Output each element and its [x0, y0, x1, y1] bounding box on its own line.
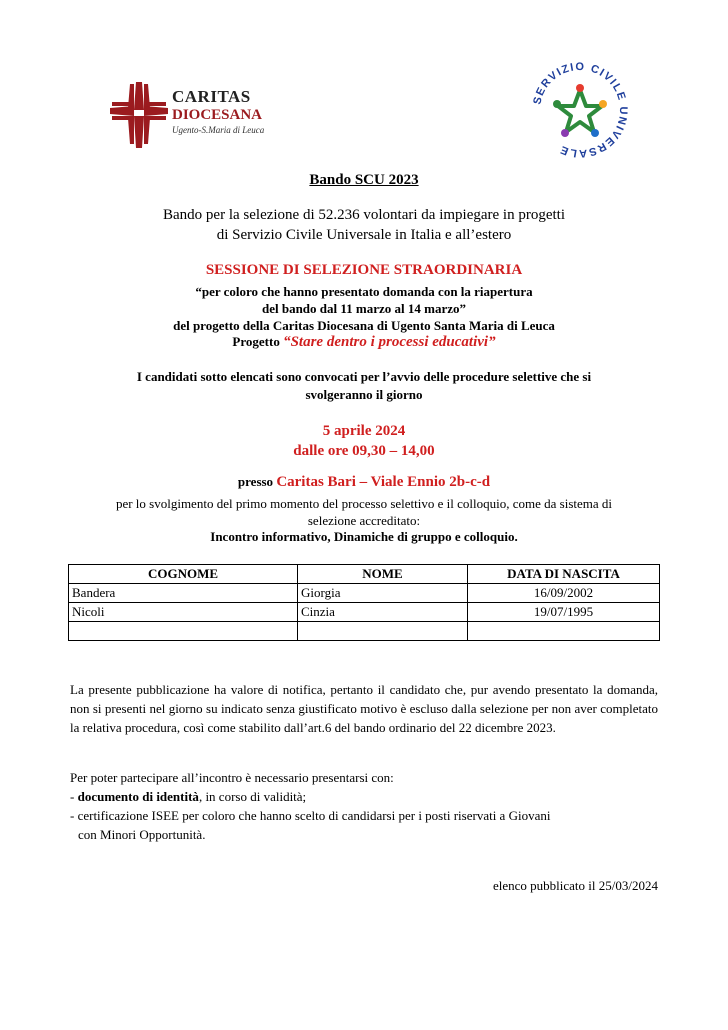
cell-cognome: Nicoli: [69, 603, 298, 622]
intro-line: Bando per la selezione di 52.236 volontari da impiegare in progetti: [163, 207, 565, 223]
cell-data-nascita: 19/07/1995: [468, 603, 660, 622]
activities-line: Incontro informativo, Dinamiche di gruppo e colloquio.: [210, 529, 518, 544]
session-line: del bando dal 11 marzo al 14 marzo”: [261, 301, 467, 316]
caritas-logo: [108, 80, 278, 152]
publication-date: elenco pubblicato il 25/03/2024: [493, 878, 658, 893]
cell-cognome: [69, 622, 298, 641]
cell-data-nascita: 16/09/2002: [468, 584, 660, 603]
session-line: “per coloro che hanno presentato domanda con la riapertura: [195, 284, 533, 299]
cell-data-nascita: [468, 622, 660, 641]
session-title: SESSIONE DI SELEZIONE STRAORDINARIA: [205, 262, 523, 278]
caritas-name: CARITAS: [172, 87, 251, 106]
table-header-row: [69, 565, 660, 584]
header-nome: NOME: [298, 565, 468, 584]
caritas-place: Ugento-S.Maria di Leuca: [172, 125, 265, 135]
intro-text: [0, 205, 728, 245]
caritas-subtitle: DIOCESANA: [172, 107, 263, 123]
cell-nome: [298, 622, 468, 641]
bullet-dash: -: [70, 789, 78, 804]
procedure-line: selezione accreditato:: [307, 513, 421, 528]
date-line: 5 aprile 2024: [322, 423, 406, 439]
candidates-table: [68, 564, 660, 641]
requirement-bold: documento di identità: [77, 789, 199, 804]
requirement-item: [70, 787, 658, 806]
svg-text:SERVIZIO CIVILE UNIVERSALE: [531, 61, 629, 159]
project-label: Progetto: [232, 334, 280, 349]
procedure-text: [0, 495, 728, 529]
convocati-text: [0, 368, 728, 404]
selection-date: [0, 421, 728, 461]
star-people-icon: [528, 58, 632, 162]
presso-label: presso: [237, 474, 274, 489]
table-row: [69, 584, 660, 603]
cell-nome: Cinzia: [298, 603, 468, 622]
project-line: [0, 334, 728, 351]
requirements-intro: Per poter partecipare all’incontro è necessario presentarsi con:: [70, 770, 394, 785]
convocati-line: I candidati sotto elencati sono convocati per l’avvio delle procedure selettive che si: [136, 369, 592, 384]
time-line: dalle ore 09,30 – 14,00: [293, 443, 435, 459]
requirements-list: [70, 768, 658, 844]
intro-line: di Servizio Civile Universale in Italia e all’estero: [216, 227, 512, 243]
document-title: Bando SCU 2023: [309, 172, 419, 188]
table-row: [69, 603, 660, 622]
cell-nome: Giorgia: [298, 584, 468, 603]
table-row: [69, 622, 660, 641]
procedure-line: per lo svolgimento del primo momento del processo selettivo e il colloquio, come da sistema di: [115, 496, 613, 511]
requirement-rest: , in corso di validità;: [198, 789, 307, 804]
location-name: Caritas Bari – Viale Ennio 2b-c-d: [276, 474, 491, 490]
scu-ring-text: SERVIZIO CIVILE UNIVERSALE: [531, 60, 630, 160]
caritas-cross-icon: [108, 80, 170, 150]
session-description: [0, 283, 728, 334]
project-name: “Stare dentro i processi educativi”: [283, 334, 496, 350]
convocati-line: svolgeranno il giorno: [305, 387, 423, 402]
session-line: del progetto della Caritas Diocesana di Ugento Santa Maria di Leuca: [173, 318, 555, 333]
location-line: [0, 474, 728, 491]
requirement-item: - certificazione ISEE per coloro che hanno scelto di candidarsi per i posti riservati a Giovani: [70, 808, 551, 823]
requirement-item-continuation: con Minori Opportunità.: [78, 827, 206, 842]
header-data-nascita: DATA DI NASCITA: [468, 565, 660, 584]
servizio-civile-logo: [528, 58, 632, 162]
notice-paragraph: La presente pubblicazione ha valore di notifica, pertanto il candidato che, pur avendo presentato la domanda, non si presenti nel giorno su indicato senza giustificato motivo è escluso dalla selezione per non aver completato la relativa procedura, così come stabilito dall’art.6 del bando ordinario del 22 dicembre 2023.: [70, 682, 658, 735]
cell-cognome: Bandera: [69, 584, 298, 603]
header-cognome: COGNOME: [69, 565, 298, 584]
